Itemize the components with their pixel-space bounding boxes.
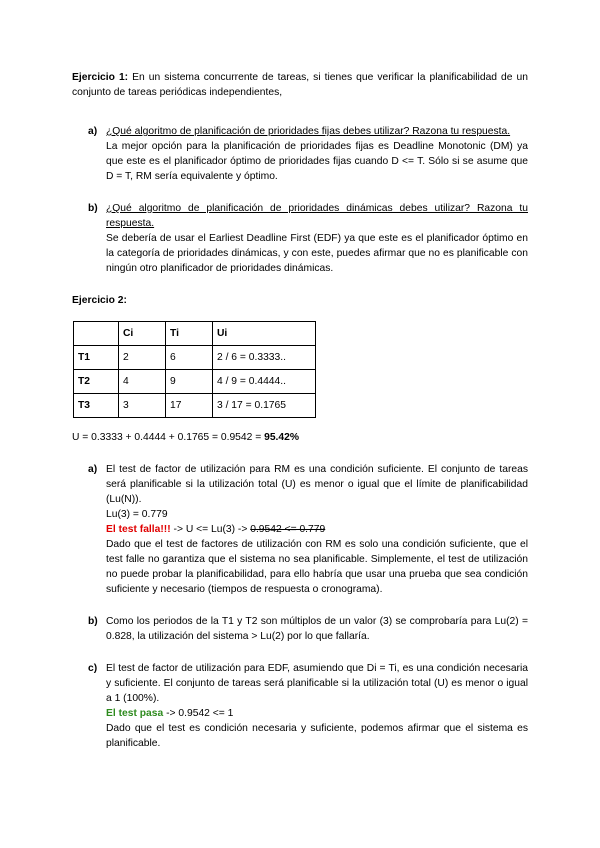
table-cell: 4 / 9 = 0.4444.. — [213, 370, 316, 394]
table-cell: T2 — [74, 370, 119, 394]
ex2-item-a-label: a) — [88, 464, 98, 475]
ex2-item-a-result — [106, 522, 528, 537]
ex1-item-b-question: ¿Qué algoritmo de planificación de prioridades dinámicas debes utilizar? Razona tu respuesta. — [106, 203, 528, 229]
ex2-item-b-label: b) — [88, 616, 98, 627]
utilization-sum — [72, 430, 528, 445]
test-pass-label: El test pasa — [106, 708, 164, 719]
ex2-item-a — [72, 462, 528, 597]
ex2-item-c-label: c) — [88, 663, 98, 674]
ex1-item-a-label: a) — [88, 126, 98, 137]
ex2-item-c-text: El test de factor de utilización para EDF, asumiendo que Di = Ti, es una condición necesaria y suficiente. El conjunto de tareas será planificable si la utilización total (U) es menor o igual a 1 (100%). — [106, 663, 528, 704]
table-cell: T3 — [74, 394, 119, 418]
ex2-title — [72, 293, 528, 308]
ex2-title-text: Ejercicio 2: — [72, 295, 127, 306]
ex1-item-b — [72, 201, 528, 276]
table-row — [74, 370, 316, 394]
ex2-item-a-lu: Lu(3) = 0.779 — [106, 509, 168, 520]
ex2-item-a-text: El test de factor de utilización para RM es una condición suficiente. El conjunto de tareas será planificable si la utilización total (U) es menor o igual que el límite de planificabilidad (Lu(N)). — [106, 464, 528, 505]
test-fail-strike: 0.9542 <= 0.779 — [250, 524, 326, 535]
ex2-item-a-explanation: Dado que el test de factores de utilización con RM es solo una condición suficiente, que el test falle no garantiza que el sistema no sea planificable. Simplemente, el test de utilización no puede probar la planificabilidad, para ello habría que usar una prueba que sea condición suficiente y necesario (tiempos de respuesta o cronograma). — [106, 539, 528, 595]
ex2-item-b — [72, 614, 528, 644]
task-table-header — [74, 322, 316, 346]
table-cell: 6 — [166, 346, 213, 370]
ex1-item-a-question: ¿Qué algoritmo de planificación de prioridades fijas debes utilizar? Razona tu respuesta. — [106, 126, 511, 137]
ex1-item-b-answer: Se debería de usar el Earliest Deadline First (EDF) ya que este es el planificador óptimo en la categoría de prioridades dinámicas, y con este, puedes afirmar que no es planificable con ningún otro planificador de prioridades dinámicas. — [106, 233, 528, 274]
table-cell: 2 / 6 = 0.3333.. — [213, 346, 316, 370]
table-cell: 9 — [166, 370, 213, 394]
table-cell: 17 — [166, 394, 213, 418]
table-header-cell: Ui — [213, 322, 316, 346]
ex2-item-b-text: Como los periodos de la T1 y T2 son múltiplos de un valor (3) se comprobaría para Lu(2) = 0.828, la utilización del sistema > Lu(2) por lo que fallaría. — [106, 616, 528, 642]
table-header-cell: Ti — [166, 322, 213, 346]
ex1-title: Ejercicio 1: — [72, 72, 129, 83]
task-table — [73, 321, 316, 418]
utilization-sum-text: U = 0.3333 + 0.4444 + 0.1765 = 0.9542 = — [72, 432, 265, 443]
test-pass-expr: -> 0.9542 <= 1 — [163, 708, 234, 719]
ex1-item-a — [72, 124, 528, 184]
ex2-item-c-explanation: Dado que el test es condición necesaria y suficiente, podemos afirmar que el sistema es planificable. — [106, 723, 528, 749]
table-row — [74, 394, 316, 418]
table-row — [74, 346, 316, 370]
ex1-intro — [72, 70, 528, 100]
table-header-cell — [74, 322, 119, 346]
table-cell: T1 — [74, 346, 119, 370]
ex2-item-c — [72, 661, 528, 751]
document-page — [72, 70, 528, 751]
table-cell: 2 — [119, 346, 166, 370]
ex1-intro-text: En un sistema concurrente de tareas, si tienes que verificar la planificabilidad de un conjunto de tareas periódicas independientes, — [72, 72, 528, 98]
table-header-cell: Ci — [119, 322, 166, 346]
table-cell: 3 / 17 = 0.1765 — [213, 394, 316, 418]
table-cell: 3 — [119, 394, 166, 418]
test-fail-expr: -> U <= Lu(3) -> — [170, 524, 251, 535]
ex1-item-a-answer: La mejor opción para la planificación de prioridades fijas es Deadline Monotonic (DM) ya que este es el planificador óptimo de prioridades fijas cuando D <= T. Sólo si se asume que D = T, RM sería equivalente y óptimo. — [106, 141, 528, 182]
ex2-item-c-result — [106, 706, 528, 721]
test-fail-label: El test falla!!! — [106, 524, 171, 535]
table-cell: 4 — [119, 370, 166, 394]
ex1-item-b-label: b) — [88, 203, 98, 214]
utilization-sum-result: 95.42% — [264, 432, 300, 443]
